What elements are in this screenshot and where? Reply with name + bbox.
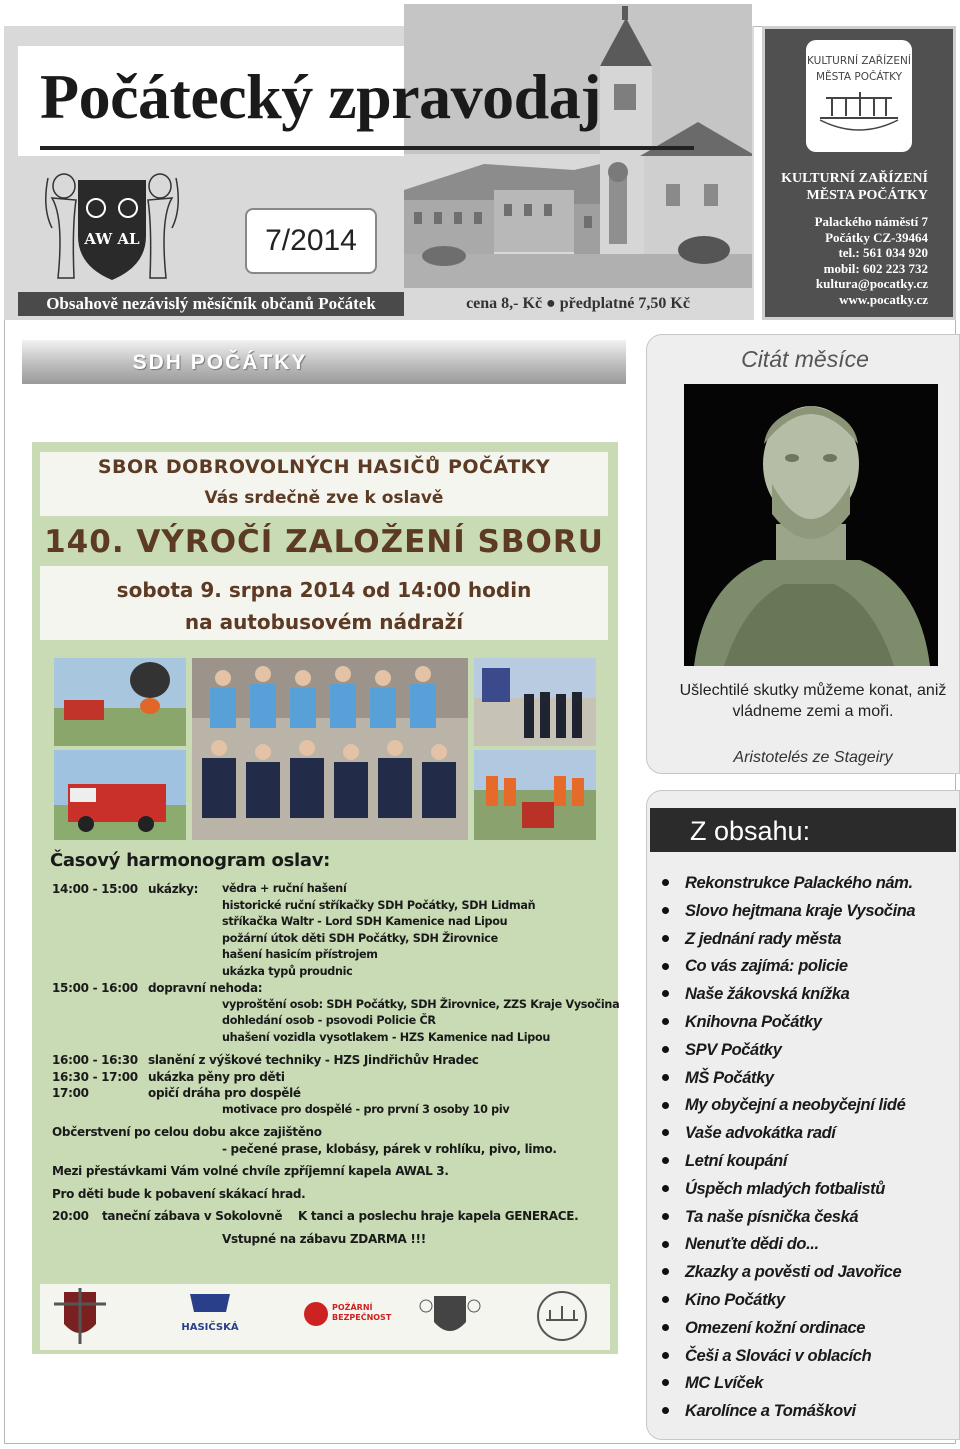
bullet-icon — [662, 1352, 669, 1359]
bullet-icon — [662, 1268, 669, 1275]
coat-of-arms-icon — [44, 158, 180, 288]
masthead-subtitle: Obsahově nezávislý měsíčník občanů Počátek — [18, 292, 404, 316]
svg-text:HASIČSKÁ: HASIČSKÁ — [181, 1322, 239, 1333]
contents-item[interactable]: Karolínce a Tomáškovi — [656, 1398, 956, 1426]
schedule-row: požární útok děti SDH Počátky, SDH Žirovnice — [222, 931, 498, 945]
bullet-icon — [662, 1324, 669, 1331]
bullet-icon — [662, 1046, 669, 1053]
contents-item[interactable]: Ta naše písnička česká — [656, 1204, 956, 1232]
hasicska-pojistovna-logo — [181, 1294, 239, 1333]
title-rule — [40, 146, 694, 150]
bullet-icon — [662, 1129, 669, 1136]
schedule-row: hašení hasicím přístrojem — [222, 948, 378, 961]
aristotle-bust-image — [684, 384, 938, 666]
kulturni-zarizeni-small-logo — [538, 1292, 586, 1340]
band-note: Mezi přestávkami Vám volné chvíle zpříjemní kapela AWAL 3. — [52, 1164, 449, 1178]
quote-author: Aristotelés ze Stageiry — [733, 749, 893, 766]
schedule-row: uhašení vozidla vysotlakem - HZS Kamenice nad Lipou — [222, 1030, 551, 1044]
contents-item[interactable]: Omezení kožní ordinace — [656, 1315, 956, 1343]
web-link[interactable]: www.pocatky.cz — [839, 291, 928, 307]
quote-text: Ušlechtilé skutky můžeme konat, aniž vládneme zemi a moři. — [679, 682, 947, 720]
bullet-icon — [662, 963, 669, 970]
contents-item[interactable]: MŠ Počátky — [656, 1065, 956, 1093]
contents-item[interactable]: Nenuťte dědi do... — [656, 1231, 956, 1259]
contents-item[interactable]: Naše žákovská knížka — [656, 981, 956, 1009]
schedule-row: 15:00 - 16:00 dopravní nehoda: — [52, 981, 263, 995]
contents-item[interactable]: Zkazky a pověsti od Javořice — [656, 1259, 956, 1287]
bullet-icon — [662, 1074, 669, 1081]
contents-item[interactable]: MC Lvíček — [656, 1370, 956, 1398]
awal-crest-icon — [420, 1296, 480, 1331]
poster-venue: na autobusovém nádraží — [184, 610, 464, 634]
contents-heading: Z obsahu: — [650, 808, 956, 852]
bullet-icon — [662, 1018, 669, 1025]
schedule-row: stříkačka Waltr - Lord SDH Kamenice nad Lipou — [222, 915, 508, 928]
address: Palackého náměstí 7 — [814, 214, 928, 229]
contents-item[interactable]: Úspěch mladých fotbalistů — [656, 1176, 956, 1204]
contents-item[interactable]: My obyčejní a neobyčejní lidé — [656, 1092, 956, 1120]
svg-text:KULTURNÍ ZAŘÍZENÍ: KULTURNÍ ZAŘÍZENÍ — [807, 55, 911, 67]
quote-heading: Citát měsíce — [741, 346, 869, 372]
schedule-row: 16:00 - 16:30 slanění z výškové techniky - HZS Jindřichův Hradec — [52, 1053, 479, 1067]
publisher-contact — [770, 170, 928, 307]
section-title: SDH POČÁTKY — [132, 351, 308, 374]
contents-item[interactable]: Kino Počátky — [656, 1287, 956, 1315]
entry-note: Vstupné na zábavu ZDARMA !!! — [222, 1231, 426, 1246]
schedule-row: dohledání osob - psovodi Policie ČR — [222, 1014, 436, 1027]
mobile: mobil: 602 223 732 — [823, 260, 928, 276]
food: - pečené prase, klobásy, párek v rohlíku, pivo, limo. — [222, 1141, 557, 1156]
phone: tel.: 561 034 920 — [838, 245, 928, 260]
contents-item[interactable]: Co vás zajímá: policie — [656, 953, 956, 981]
schedule-row: vyproštění osob: SDH Počátky, SDH Žirovnice, ZZS Kraje Vysočina — [222, 997, 620, 1011]
bullet-icon — [662, 1379, 669, 1386]
poster-line-2: Vás srdečně zve k oslavě — [204, 488, 444, 508]
price-line: cena 8,- Kč ● předplatné 7,50 Kč — [466, 295, 690, 312]
org-line-2: MĚSTA POČÁTKY — [806, 188, 928, 203]
issue-number: 7/2014 — [245, 208, 377, 274]
contents-item[interactable]: Z jednání rady města — [656, 926, 956, 954]
bullet-icon — [662, 1157, 669, 1164]
poster-anniversary: 140. VÝROČÍ ZALOŽENÍ SBORU — [44, 524, 604, 560]
bullet-icon — [662, 907, 669, 914]
bullet-icon — [662, 879, 669, 886]
poster-line-1: SBOR DOBROVOLNÝCH HASIČŮ POČÁTKY — [97, 456, 551, 478]
contents-item[interactable]: Vaše advokátka radí — [656, 1120, 956, 1148]
svg-text:MĚSTA POČÁTKY: MĚSTA POČÁTKY — [815, 71, 903, 83]
contents-item[interactable]: Rekonstrukce Palackého nám. — [656, 870, 956, 898]
photo-fire-demo — [54, 658, 186, 746]
bullet-icon — [662, 1241, 669, 1248]
schedule-row: 14:00 - 15:00 ukázky: vědra + ruční hašení — [52, 882, 347, 896]
bullet-icon — [662, 1102, 669, 1109]
org-line-1: KULTURNÍ ZAŘÍZENÍ — [781, 171, 928, 186]
bullet-icon — [662, 1213, 669, 1220]
svg-text:AW AL: AW AL — [84, 230, 140, 248]
contents-list — [656, 870, 956, 1426]
schedule-row: 16:30 - 17:00 ukázka pěny pro děti — [52, 1069, 285, 1084]
sponsor-logos — [40, 1284, 610, 1350]
refreshments: Občerstvení po celou dobu akce zajištěno — [52, 1125, 322, 1139]
pozarni-bezpecnost-logo — [304, 1301, 392, 1326]
city: Počátky CZ-39464 — [825, 229, 928, 245]
poster-date: sobota 9. srpna 2014 od 14:00 hodin — [116, 578, 532, 602]
schedule-row: ukázka typů proudnic — [222, 964, 353, 978]
bullet-icon — [662, 990, 669, 997]
svg-text:BEZPEČNOST: BEZPEČNOST — [332, 1313, 392, 1322]
contents-item[interactable]: Slovo hejtmana kraje Vysočina — [656, 898, 956, 926]
email-link[interactable]: kultura@pocatky.cz — [815, 276, 928, 291]
contents-item[interactable]: Letní koupání — [656, 1148, 956, 1176]
photo-uniformed-parade — [474, 658, 596, 746]
svg-text:POŽÁRNÍ: POŽÁRNÍ — [332, 1303, 373, 1312]
schedule-row: historické ruční stříkačky SDH Počátky, SDH Lidmaň — [222, 898, 536, 912]
event-schedule — [50, 850, 620, 1247]
bullet-icon — [662, 1296, 669, 1303]
czech-firefighters-emblem-icon — [54, 1288, 106, 1344]
photo-fire-truck — [54, 750, 186, 840]
dance-row: 20:00 taneční zábava v Sokolovně K tanci a poslechu hraje kapela GENERACE. — [52, 1209, 579, 1223]
photo-firefighters-group — [192, 658, 468, 840]
newsletter-title: Počátecký zpravodaj — [40, 61, 602, 132]
contents-item[interactable]: Knihovna Počátky — [656, 1009, 956, 1037]
schedule-row: 17:00 opičí dráha pro dospělé — [52, 1086, 301, 1100]
bullet-icon — [662, 1407, 669, 1414]
contents-item[interactable]: Češi a Slováci v oblacích — [656, 1343, 956, 1371]
bullet-icon — [662, 935, 669, 942]
bullet-icon — [662, 1185, 669, 1192]
schedule-row: motivace pro dospělé - pro první 3 osoby 10 piv — [222, 1102, 510, 1116]
schedule-title: Časový harmonogram oslav: — [50, 850, 331, 871]
photo-historic-pump — [474, 750, 596, 840]
kids-note: Pro děti bude k pobavení skákací hrad. — [52, 1186, 306, 1201]
contents-item[interactable]: SPV Počátky — [656, 1037, 956, 1065]
kulturni-zarizeni-logo — [806, 40, 912, 152]
